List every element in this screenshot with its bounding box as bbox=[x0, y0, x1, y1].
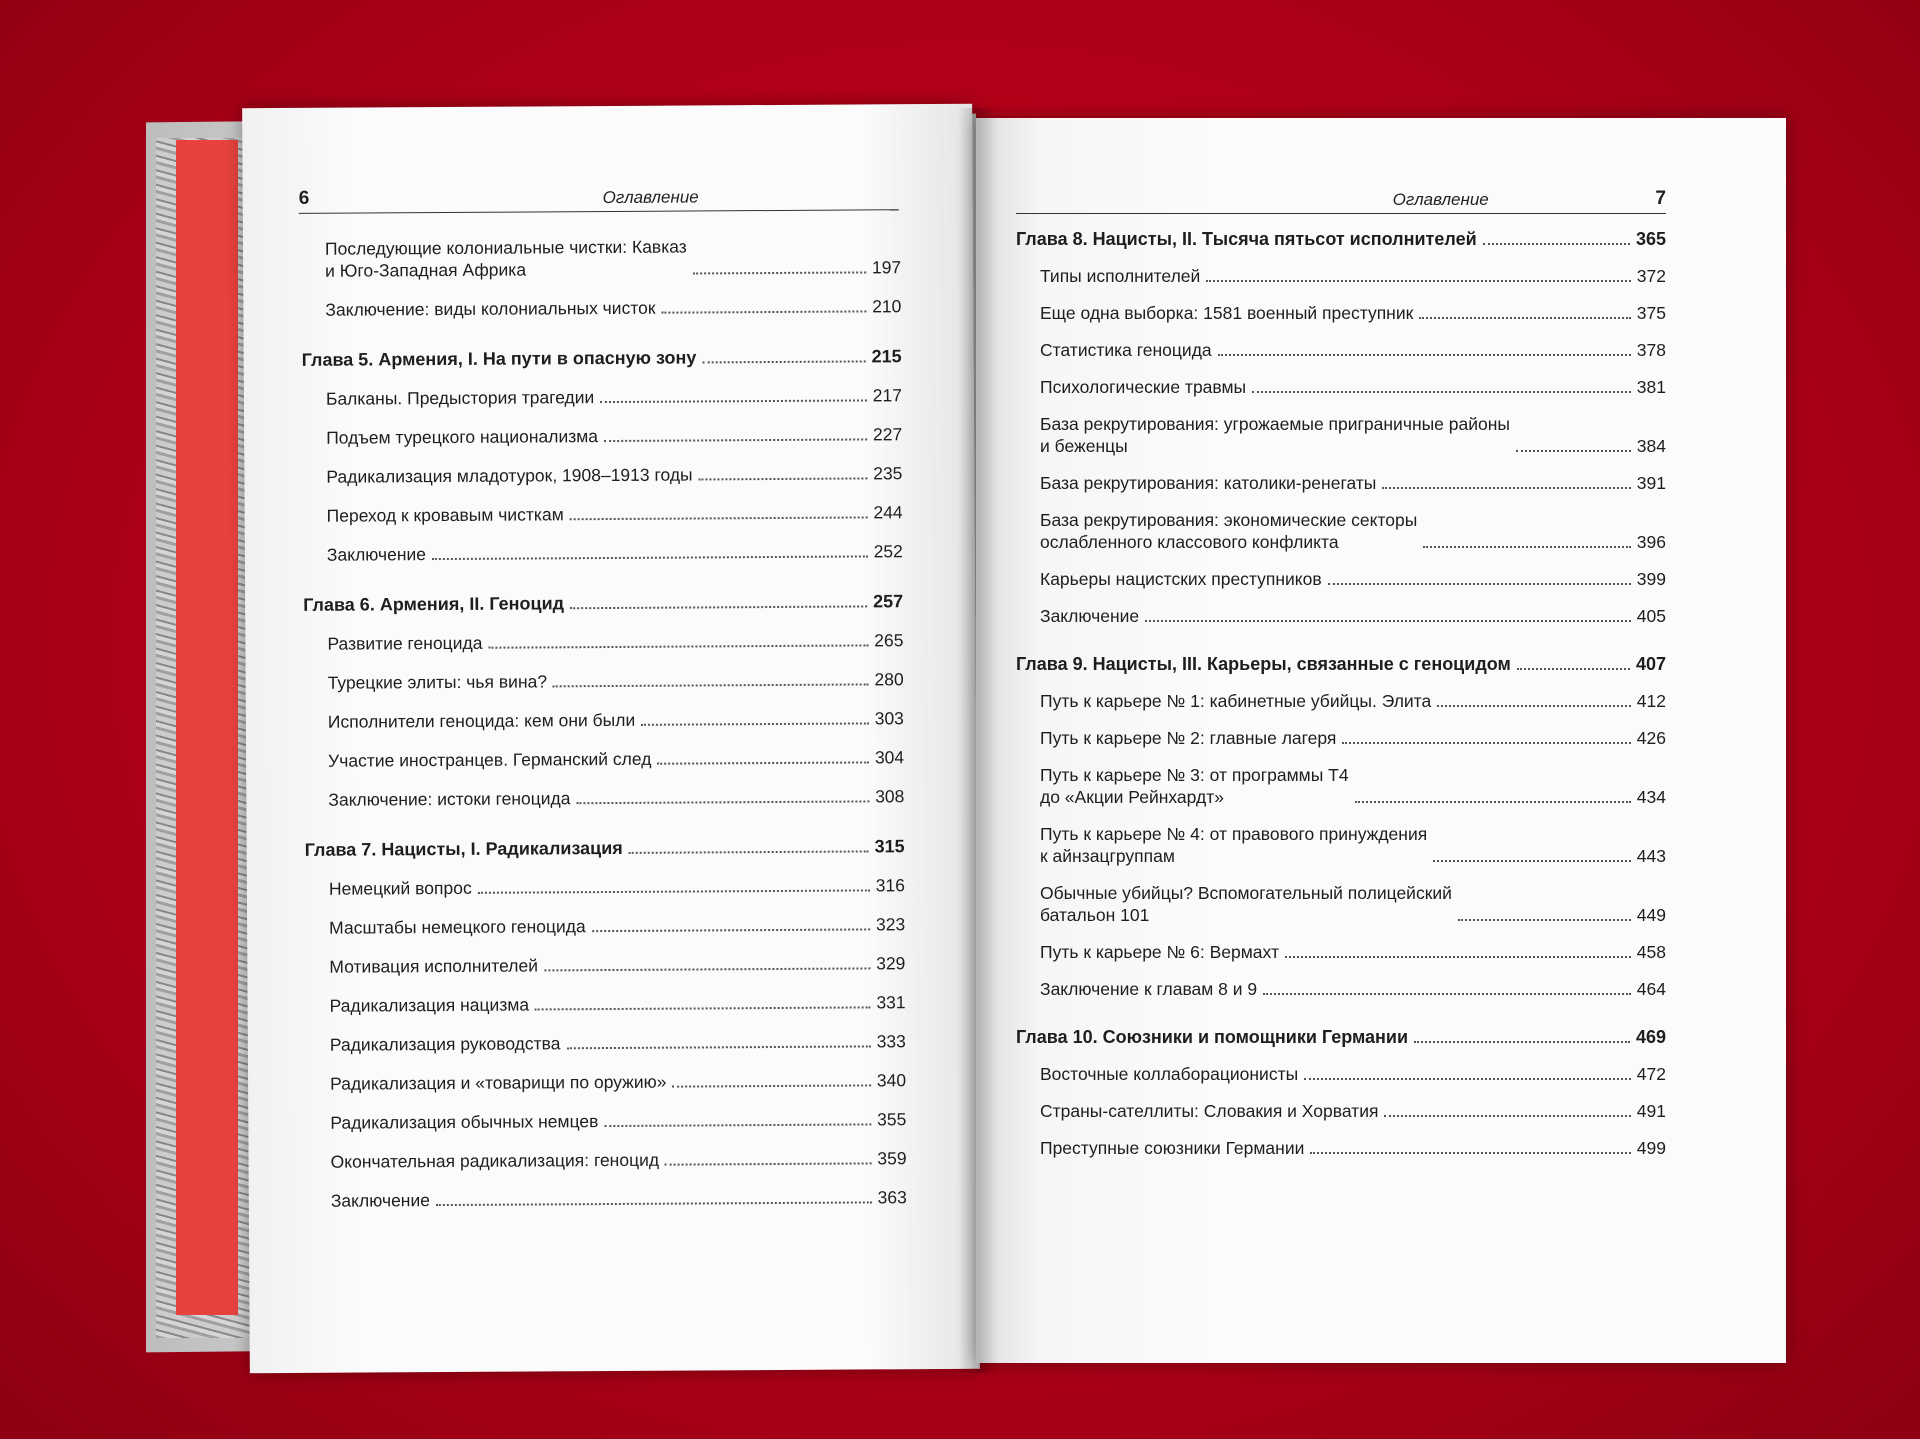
toc-leader-dots bbox=[1342, 742, 1630, 744]
toc-page-number: 458 bbox=[1636, 942, 1666, 962]
right-page-number: 7 bbox=[1655, 188, 1666, 209]
toc-page-number: 399 bbox=[1636, 569, 1666, 589]
toc-leader-dots bbox=[600, 399, 866, 403]
toc-leader-dots bbox=[570, 516, 868, 520]
toc-page-number: 265 bbox=[874, 630, 904, 651]
toc-entry-title: Исполнители геноцида: кем они были bbox=[327, 709, 636, 732]
toc-leader-dots bbox=[1437, 705, 1631, 707]
toc-entry-title: Мотивация исполнителей bbox=[329, 955, 539, 977]
toc-section-entry bbox=[304, 707, 904, 733]
toc-page-number: 315 bbox=[874, 836, 905, 857]
toc-entry-title: Радикализация руководства bbox=[329, 1033, 561, 1055]
toc-entry-title: Обычные убийцы? Вспомогательный полицейский батальон 101 bbox=[1040, 883, 1452, 925]
toc-leader-dots bbox=[604, 1123, 871, 1127]
toc-entry-title: Развитие геноцида bbox=[327, 632, 483, 654]
toc-page-number: 215 bbox=[871, 346, 902, 367]
toc-leader-dots bbox=[436, 1201, 872, 1206]
toc-leader-dots bbox=[432, 555, 868, 560]
toc-page-number: 363 bbox=[877, 1187, 907, 1208]
toc-leader-dots bbox=[1263, 993, 1631, 995]
toc-page-number: 227 bbox=[872, 424, 903, 445]
toc-section-entry bbox=[1016, 605, 1666, 627]
toc-leader-dots bbox=[488, 644, 868, 648]
toc-section-entry bbox=[1016, 376, 1666, 398]
toc-leader-dots bbox=[1483, 243, 1630, 245]
toc-chapter-entry bbox=[1016, 653, 1666, 675]
toc-section-entry bbox=[1016, 764, 1666, 808]
toc-leader-dots bbox=[553, 683, 868, 687]
toc-entry-title: Немецкий вопрос bbox=[328, 877, 472, 899]
toc-page-number: 340 bbox=[876, 1070, 907, 1091]
toc-leader-dots bbox=[535, 1006, 870, 1010]
toc-entry-title: Типы исполнителей bbox=[1040, 266, 1201, 286]
toc-page-number: 303 bbox=[874, 708, 904, 729]
toc-section-entry bbox=[1016, 472, 1666, 494]
toc-entry-title: Заключение bbox=[330, 1190, 431, 1211]
toc-page-number: 323 bbox=[875, 914, 906, 935]
toc-page-number: 257 bbox=[873, 591, 904, 612]
toc-leader-dots bbox=[1458, 919, 1631, 921]
toc-leader-dots bbox=[1304, 1078, 1631, 1080]
toc-section-entry bbox=[306, 991, 906, 1017]
toc-page-number: 412 bbox=[1636, 691, 1666, 711]
left-page bbox=[242, 104, 980, 1373]
toc-page-number: 375 bbox=[1636, 303, 1666, 323]
toc-page-number: 372 bbox=[1636, 266, 1666, 286]
toc-leader-dots bbox=[665, 1162, 871, 1165]
toc-section-entry bbox=[303, 501, 903, 527]
toc-section-entry bbox=[304, 668, 904, 694]
toc-page-number: 365 bbox=[1635, 229, 1666, 249]
toc-leader-dots bbox=[673, 1084, 871, 1087]
toc-page-number: 308 bbox=[875, 786, 905, 807]
toc-section-entry bbox=[1016, 509, 1666, 553]
toc-section-entry bbox=[306, 1069, 906, 1095]
toc-entry-title: Радикализация младотурок, 1908–1913 годы bbox=[326, 464, 693, 487]
toc-chapter-entry bbox=[305, 835, 905, 861]
toc-page-number: 443 bbox=[1636, 846, 1666, 866]
toc-section-entry bbox=[303, 540, 903, 566]
toc-section-entry bbox=[304, 785, 904, 811]
toc-leader-dots bbox=[693, 271, 866, 274]
toc-entry-title: Радикализация обычных немцев bbox=[330, 1111, 599, 1133]
toc-page-number: 304 bbox=[874, 747, 905, 768]
toc-entry-title: Радикализация и «товарищи по оружию» bbox=[330, 1071, 667, 1094]
toc-page-number: 381 bbox=[1636, 377, 1666, 397]
toc-page-number: 235 bbox=[873, 463, 903, 484]
toc-page-number: 491 bbox=[1636, 1101, 1666, 1121]
toc-leader-dots bbox=[604, 438, 867, 442]
toc-section-entry bbox=[1016, 339, 1666, 361]
toc-page-number: 355 bbox=[877, 1109, 907, 1130]
toc-page-number: 391 bbox=[1636, 473, 1666, 493]
toc-page-number: 244 bbox=[873, 502, 903, 523]
toc-entry-title: Восточные коллаборационисты bbox=[1040, 1064, 1299, 1084]
toc-leader-dots bbox=[1328, 583, 1631, 585]
toc-entry-title: Окончательная радикализация: геноцид bbox=[330, 1149, 660, 1172]
toc-page-number: 252 bbox=[873, 541, 903, 562]
toc-leader-dots bbox=[641, 722, 868, 725]
toc-section-entry bbox=[1016, 302, 1666, 324]
right-running-title: Оглавление bbox=[1392, 190, 1489, 209]
toc-section-entry bbox=[1016, 413, 1666, 457]
open-book bbox=[146, 88, 1786, 1378]
toc-section-entry bbox=[301, 295, 901, 321]
toc-section-entry bbox=[1016, 690, 1666, 712]
toc-page-number: 426 bbox=[1636, 728, 1666, 748]
toc-entry-title: Глава 7. Нацисты, I. Радикализация bbox=[304, 837, 623, 860]
toc-entry-title: Преступные союзники Германии bbox=[1040, 1138, 1305, 1158]
toc-chapter-entry bbox=[1016, 228, 1666, 250]
left-toc-list bbox=[301, 234, 907, 1212]
toc-entry-title: Путь к карьере № 1: кабинетные убийцы. Элита bbox=[1040, 691, 1432, 711]
toc-entry-title: Заключение: истоки геноцида bbox=[328, 788, 571, 810]
toc-leader-dots bbox=[1252, 391, 1631, 393]
toc-entry-title: Глава 8. Нацисты, II. Тысяча пятьсот исполнителей bbox=[1016, 229, 1477, 249]
toc-section-entry bbox=[1016, 1063, 1666, 1085]
toc-page-number: 331 bbox=[876, 992, 906, 1013]
toc-leader-dots bbox=[566, 1045, 870, 1049]
toc-section-entry bbox=[302, 462, 902, 488]
toc-entry-title: Еще одна выборка: 1581 военный преступник bbox=[1040, 303, 1414, 323]
toc-leader-dots bbox=[1384, 1115, 1630, 1117]
toc-leader-dots bbox=[1382, 487, 1630, 489]
toc-section-entry bbox=[301, 234, 901, 282]
toc-leader-dots bbox=[657, 761, 869, 764]
left-page-header bbox=[299, 184, 899, 214]
toc-section-entry bbox=[303, 629, 903, 655]
toc-entry-title: Путь к карьере № 2: главные лагеря bbox=[1040, 728, 1337, 748]
toc-page-number: 329 bbox=[876, 953, 906, 974]
toc-section-entry bbox=[307, 1186, 907, 1212]
toc-entry-title: Страны-сателлиты: Словакия и Хорватия bbox=[1040, 1101, 1379, 1121]
toc-entry-title: Статистика геноцида bbox=[1040, 340, 1212, 360]
toc-leader-dots bbox=[592, 928, 870, 932]
toc-section-entry bbox=[306, 1030, 906, 1056]
toc-entry-title: База рекрутирования: католики-ренегаты bbox=[1040, 473, 1377, 493]
toc-entry-title: Участие иностранцев. Германский след bbox=[328, 748, 652, 771]
toc-page-number: 469 bbox=[1635, 1027, 1666, 1047]
toc-page-number: 407 bbox=[1635, 654, 1666, 674]
toc-entry-title: Психологические травмы bbox=[1040, 377, 1247, 397]
toc-entry-title: Глава 6. Армения, II. Геноцид bbox=[303, 593, 565, 615]
toc-section-entry bbox=[307, 1147, 907, 1173]
right-page bbox=[976, 118, 1786, 1363]
toc-leader-dots bbox=[1285, 956, 1631, 958]
toc-page-number: 434 bbox=[1636, 787, 1666, 807]
toc-leader-dots bbox=[1310, 1152, 1630, 1154]
toc-page-number: 499 bbox=[1636, 1138, 1666, 1158]
toc-section-entry bbox=[302, 423, 902, 449]
toc-page-number: 333 bbox=[876, 1031, 906, 1052]
toc-entry-title: База рекрутирования: экономические секторы ослабленного классового конфликта bbox=[1040, 510, 1418, 552]
toc-section-entry bbox=[1016, 727, 1666, 749]
toc-chapter-entry bbox=[1016, 1026, 1666, 1048]
toc-entry-title: Глава 10. Союзники и помощники Германии bbox=[1016, 1027, 1409, 1047]
toc-leader-dots bbox=[1423, 546, 1630, 548]
toc-leader-dots bbox=[1145, 620, 1631, 622]
toc-page-number: 210 bbox=[872, 296, 902, 317]
toc-page-number: 464 bbox=[1636, 979, 1666, 999]
toc-leader-dots bbox=[1414, 1041, 1630, 1043]
toc-section-entry bbox=[305, 913, 905, 939]
toc-page-number: 217 bbox=[872, 385, 902, 406]
toc-entry-title: Путь к карьере № 3: от программы Т4 до «Акции Рейнхардт» bbox=[1040, 765, 1349, 807]
toc-section-entry bbox=[305, 874, 905, 900]
toc-entry-title: Турецкие элиты: чья вина? bbox=[327, 671, 548, 693]
toc-entry-title: Подъем турецкого национализма bbox=[326, 426, 599, 448]
toc-page-number: 384 bbox=[1636, 436, 1666, 456]
toc-leader-dots bbox=[1433, 860, 1631, 862]
toc-entry-title: Масштабы немецкого геноцида bbox=[329, 916, 586, 938]
toc-page-number: 396 bbox=[1636, 532, 1666, 552]
toc-leader-dots bbox=[478, 889, 870, 893]
right-toc-list bbox=[1016, 228, 1666, 1159]
left-page-number: 6 bbox=[298, 187, 310, 209]
toc-leader-dots bbox=[1218, 354, 1631, 356]
toc-section-entry bbox=[1016, 823, 1666, 867]
toc-entry-title: Заключение bbox=[1040, 606, 1140, 626]
toc-page-number: 316 bbox=[875, 875, 905, 896]
toc-leader-dots bbox=[1516, 450, 1631, 452]
toc-page-number: 280 bbox=[874, 669, 904, 690]
toc-entry-title: Заключение bbox=[326, 544, 427, 565]
toc-leader-dots bbox=[570, 605, 867, 609]
toc-leader-dots bbox=[1419, 317, 1631, 319]
cover-red-strip bbox=[176, 140, 238, 1315]
toc-leader-dots bbox=[702, 360, 865, 363]
toc-entry-title: Радикализация нацизма bbox=[329, 994, 530, 1016]
toc-section-entry bbox=[302, 384, 902, 410]
right-page-header bbox=[1016, 188, 1666, 214]
toc-entry-title: Заключение к главам 8 и 9 bbox=[1040, 979, 1258, 999]
toc-leader-dots bbox=[662, 310, 867, 313]
toc-entry-title: Путь к карьере № 6: Вермахт bbox=[1040, 942, 1280, 962]
toc-section-entry bbox=[1016, 568, 1666, 590]
toc-entry-title: Глава 5. Армения, I. На пути в опасную зону bbox=[301, 347, 697, 370]
toc-section-entry bbox=[304, 746, 904, 772]
toc-entry-title: Путь к карьере № 4: от правового принуждения к айнзацгруппам bbox=[1040, 824, 1428, 866]
toc-page-number: 472 bbox=[1636, 1064, 1666, 1084]
toc-leader-dots bbox=[544, 967, 870, 971]
toc-section-entry bbox=[1016, 941, 1666, 963]
toc-entry-title: Переход к кровавым чисткам bbox=[326, 504, 564, 526]
toc-entry-title: База рекрутирования: угрожаемые приграничные районы и беженцы bbox=[1040, 414, 1510, 456]
toc-section-entry bbox=[305, 952, 905, 978]
toc-section-entry bbox=[1016, 978, 1666, 1000]
toc-page-number: 405 bbox=[1636, 606, 1666, 626]
toc-section-entry bbox=[306, 1108, 906, 1134]
toc-leader-dots bbox=[1355, 801, 1631, 803]
toc-leader-dots bbox=[1517, 668, 1630, 670]
toc-leader-dots bbox=[576, 800, 869, 804]
toc-page-number: 449 bbox=[1636, 905, 1666, 925]
toc-page-number: 359 bbox=[877, 1148, 907, 1169]
toc-leader-dots bbox=[699, 477, 868, 480]
toc-page-number: 197 bbox=[871, 257, 902, 278]
toc-entry-title: Карьеры нацистских преступников bbox=[1040, 569, 1322, 589]
toc-section-entry bbox=[1016, 265, 1666, 287]
toc-entry-title: Заключение: виды колониальных чисток bbox=[325, 297, 656, 320]
toc-leader-dots bbox=[1206, 280, 1630, 282]
left-running-title: Оглавление bbox=[602, 187, 699, 208]
toc-section-entry bbox=[1016, 882, 1666, 926]
toc-section-entry bbox=[1016, 1137, 1666, 1159]
toc-entry-title: Последующие колониальные чистки: Кавказ и Юго-Западная Африка bbox=[324, 236, 687, 281]
toc-entry-title: Глава 9. Нацисты, III. Карьеры, связанные с геноцидом bbox=[1016, 654, 1511, 674]
toc-chapter-entry bbox=[303, 590, 903, 616]
toc-section-entry bbox=[1016, 1100, 1666, 1122]
toc-page-number: 378 bbox=[1636, 340, 1666, 360]
toc-entry-title: Балканы. Предыстория трагедии bbox=[325, 387, 595, 409]
toc-chapter-entry bbox=[302, 345, 902, 371]
toc-leader-dots bbox=[629, 850, 869, 853]
